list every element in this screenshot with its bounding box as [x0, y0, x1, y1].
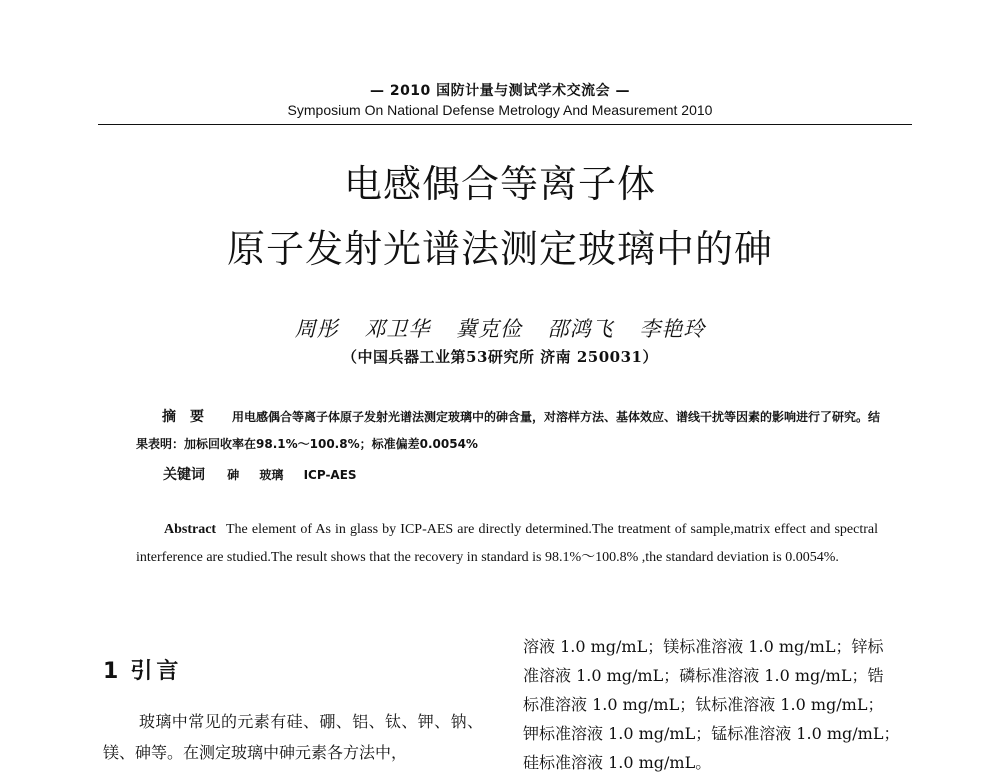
body-line: 溶液 1.0 mg/mL；镁标准溶液 1.0 mg/mL；锌标: [523, 637, 884, 656]
section-title: 引言: [130, 659, 183, 684]
abstract-cn: [136, 404, 886, 458]
running-header-cn: — 2010 国防计量与测试学术交流会 —: [369, 83, 631, 99]
abstract-en-label: Abstract: [164, 522, 217, 537]
section-number: 1: [103, 659, 123, 684]
keyword-term: 玻璃: [259, 468, 284, 482]
affiliation: （中国兵器工业第53研究所 济南 250031）: [342, 348, 658, 366]
title-line-2: 原子发射光谱法测定玻璃中的砷: [226, 227, 773, 271]
body-line: 钾标准溶液 1.0 mg/mL；锰标准溶液 1.0 mg/mL；: [523, 724, 900, 743]
body-line: 硅标准溶液 1.0 mg/mL。: [523, 753, 712, 772]
abstract-en-text: The element of As in glass by ICP-AES are directly determined.The treatment of sample,matrix effect and spectral interference are studied.The result shows that the recovery in standard is 98.1%～100.8% ,the standard deviation is 0.0054%.: [136, 522, 878, 565]
body-line: 标准溶液 1.0 mg/mL；钛标准溶液 1.0 mg/mL；: [523, 695, 884, 714]
running-header-en: Symposium On National Defense Metrology And Measurement 2010: [287, 102, 713, 118]
body-text-right: [523, 632, 913, 777]
keywords: [163, 464, 373, 484]
abstract-en: [136, 516, 878, 572]
section-heading: [103, 654, 182, 685]
authors: 周彤 邓卫华 冀克俭 邵鸿飞 李艳玲: [294, 317, 706, 341]
keyword-term: ICP-AES: [303, 468, 357, 482]
abstract-cn-text: 用电感偶合等离子体原子发射光谱法测定玻璃中的砷含量，对溶样方法、基体效应、谱线干扰等因素的影响进行了研究。结果表明：加标回收率在98.1%～100.8%；标准偏差0.0054%: [136, 410, 881, 451]
title-line-1: 电感偶合等离子体: [343, 162, 656, 206]
keywords-label: 关键词: [163, 467, 205, 483]
body-line: 准溶液 1.0 mg/mL；磷标准溶液 1.0 mg/mL；锆: [523, 666, 884, 685]
keyword-term: 砷: [227, 468, 240, 482]
header-rule: [98, 124, 912, 125]
abstract-cn-label: 摘要: [162, 409, 218, 425]
body-text-left: 玻璃中常见的元素有硅、硼、铝、钛、钾、钠、镁、砷等。在测定玻璃中砷元素各方法中，: [103, 712, 483, 762]
